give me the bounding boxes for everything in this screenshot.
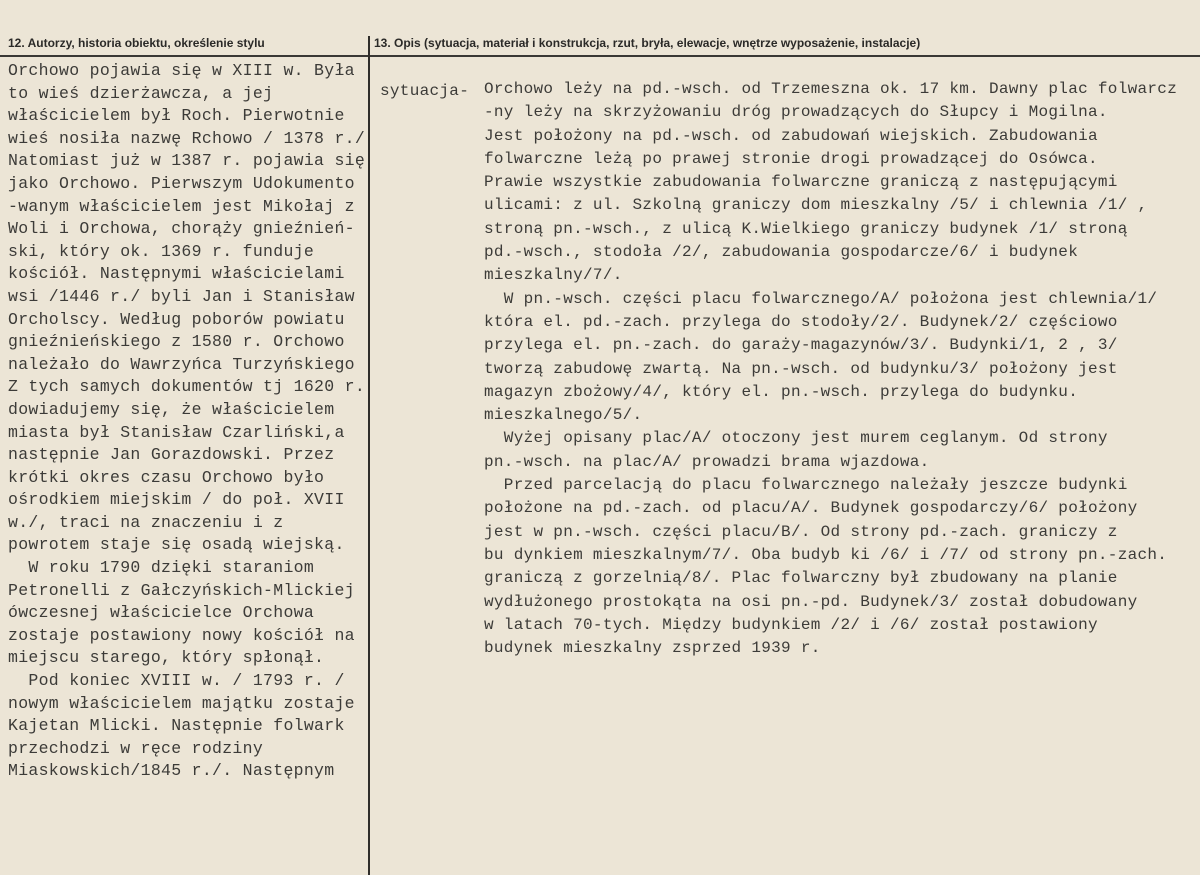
history-line: wsi /1446 r./ byli Jan i Stanisław [8,286,355,306]
history-line: wieś nosiła nazwę Rchowo / 1378 r./ [8,128,366,148]
description-line: w latach 70-tych. Między budynkiem /2/ i /6/ został postawiony [484,615,1098,634]
history-line: następnie Jan Gorazdowski. Przez [8,445,335,465]
history-line: Woli i Orchowa, chorąży gnieźnień- [8,219,355,239]
description-line: mieszkalnego/5/. [484,406,643,425]
description-line: budynek mieszkalny zsprzed 1939 r. [484,639,821,658]
description-line: Prawie wszystkie zabudowania folwarczne graniczą z następującymi [484,173,1118,192]
history-line: Pod koniec XVIII w. / 1793 r. / [8,671,345,691]
history-line: Orchowo pojawia się w XIII w. Była [8,61,355,80]
description-line: Przed parcelacją do placu folwarcznego należały jeszcze budynki [484,476,1128,495]
description-text [484,78,1196,660]
description-line: graniczą z gorzelnią/8/. Plac folwarczny był zbudowany na planie [484,569,1118,588]
history-line: Kajetan Mlicki. Następnie folwark [8,716,345,736]
history-text [8,60,368,783]
history-line: Z tych samych dokumentów tj 1620 r. [8,377,366,397]
description-line: pn.-wsch. na plac/A/ prowadzi brama wjazdowa. [484,452,930,471]
history-line: jako Orchowo. Pierwszym Udokumento [8,173,355,193]
history-line: ośrodkiem miejskim / do poł. XVII [8,490,345,510]
description-line: wydłużonego prostokąta na osi pn.-pd. Budynek/3/ został dobudowany [484,592,1138,611]
history-line: w./, traci na znaczeniu i z [8,512,284,532]
history-line: ski, który ok. 1369 r. funduje [8,241,315,261]
header-rule [0,55,1200,57]
history-line: Orcholscy. Według poborów powiatu [8,309,345,329]
description-line: przylega el. pn.-zach. do garaży-magazynów/3/. Budynki/1, 2 , 3/ [484,336,1118,355]
history-line: -wanym właścicielem jest Mikołaj z [8,196,355,216]
description-line: Wyżej opisany plac/A/ otoczony jest murem ceglanym. Od strony [484,429,1108,448]
right-column-header: 13. Opis (sytuacja, materiał i konstrukcja, rzut, bryła, elewacje, wnętrze wyposażenie, instalacje) [374,36,921,50]
description-line: pd.-wsch., stodoła /2/, zabudowania gospodarcze/6/ i budynek [484,243,1079,262]
description-line: -ny leży na skrzyżowaniu dróg prowadzących do Słupcy i Mogilna. [484,103,1108,122]
situation-label: sytuacja- [380,82,470,100]
description-line: ulicami: z ul. Szkolną graniczy dom mieszkalny /5/ i chlewnia /1/ , [484,196,1148,215]
history-line: właścicielem był Roch. Pierwotnie [8,106,345,126]
history-line: krótki okres czasu Orchowo było [8,467,325,487]
history-line: dowiadujemy się, że właścicielem [8,399,335,419]
description-line: Jest położony na pd.-wsch. od zabudowań wiejskich. Zabudowania [484,126,1098,145]
description-line: magazyn zbożowy/4/, który el. pn.-wsch. przylega do budynku. [484,382,1079,401]
history-line: należało do Wawrzyńca Turzyńskiego [8,354,355,374]
description-line: bu dynkiem mieszkalnym/7/. Oba budyb ki /6/ i /7/ od strony pn.-zach. [484,545,1168,564]
history-line: Miaskowskich/1845 r./. Następnym [8,761,335,781]
left-column-header: 12. Autorzy, historia obiektu, określenie stylu [8,36,265,50]
history-line: to wieś dzierżawcza, a jej [8,83,274,103]
description-line: jest w pn.-wsch. części placu/B/. Od strony pd.-zach. graniczy z [484,522,1118,541]
description-line: W pn.-wsch. części placu folwarcznego/A/ położona jest chlewnia/1/ [484,289,1158,308]
history-line: kościół. Następnymi właścicielami [8,264,345,284]
history-line: miejscu starego, który spłonął. [8,648,325,668]
history-line: miasta był Stanisław Czarliński,a [8,422,345,442]
history-line: W roku 1790 dzięki staraniom [8,558,315,578]
history-line: powrotem staje się osadą wiejską. [8,535,345,555]
history-line: ówczesnej właścicielce Orchowa [8,603,315,623]
description-line: mieszkalny/7/. [484,266,623,285]
description-line: folwarczne leżą po prawej stronie drogi prowadzącej do Osówca. [484,149,1098,168]
history-line: przechodzi w ręce rodziny [8,738,264,758]
description-line: położone na pd.-zach. od placu/A/. Budynek gospodarczy/6/ położony [484,499,1138,518]
description-line: Orchowo leży na pd.-wsch. od Trzemeszna ok. 17 km. Dawny plac folwarcz [484,80,1178,98]
history-line: Petronelli z Gałczyńskich-Mlickiej [8,580,355,600]
history-line: zostaje postawiony nowy kościół na [8,625,355,645]
history-line: Natomiast już w 1387 r. pojawia się [8,151,366,171]
description-line: stroną pn.-wsch., z ulicą K.Wielkiego graniczy budynek /1/ stroną [484,219,1128,238]
description-line: tworzą zabudowę zwartą. Na pn.-wsch. od budynku/3/ położony jest [484,359,1118,378]
description-line: która el. pd.-zach. przylega do stodoły/2/. Budynek/2/ częściowo [484,312,1118,331]
history-line: nowym właścicielem majątku zostaje [8,693,355,713]
column-divider [368,36,370,875]
history-line: gnieźnieńskiego z 1580 r. Orchowo [8,332,345,352]
